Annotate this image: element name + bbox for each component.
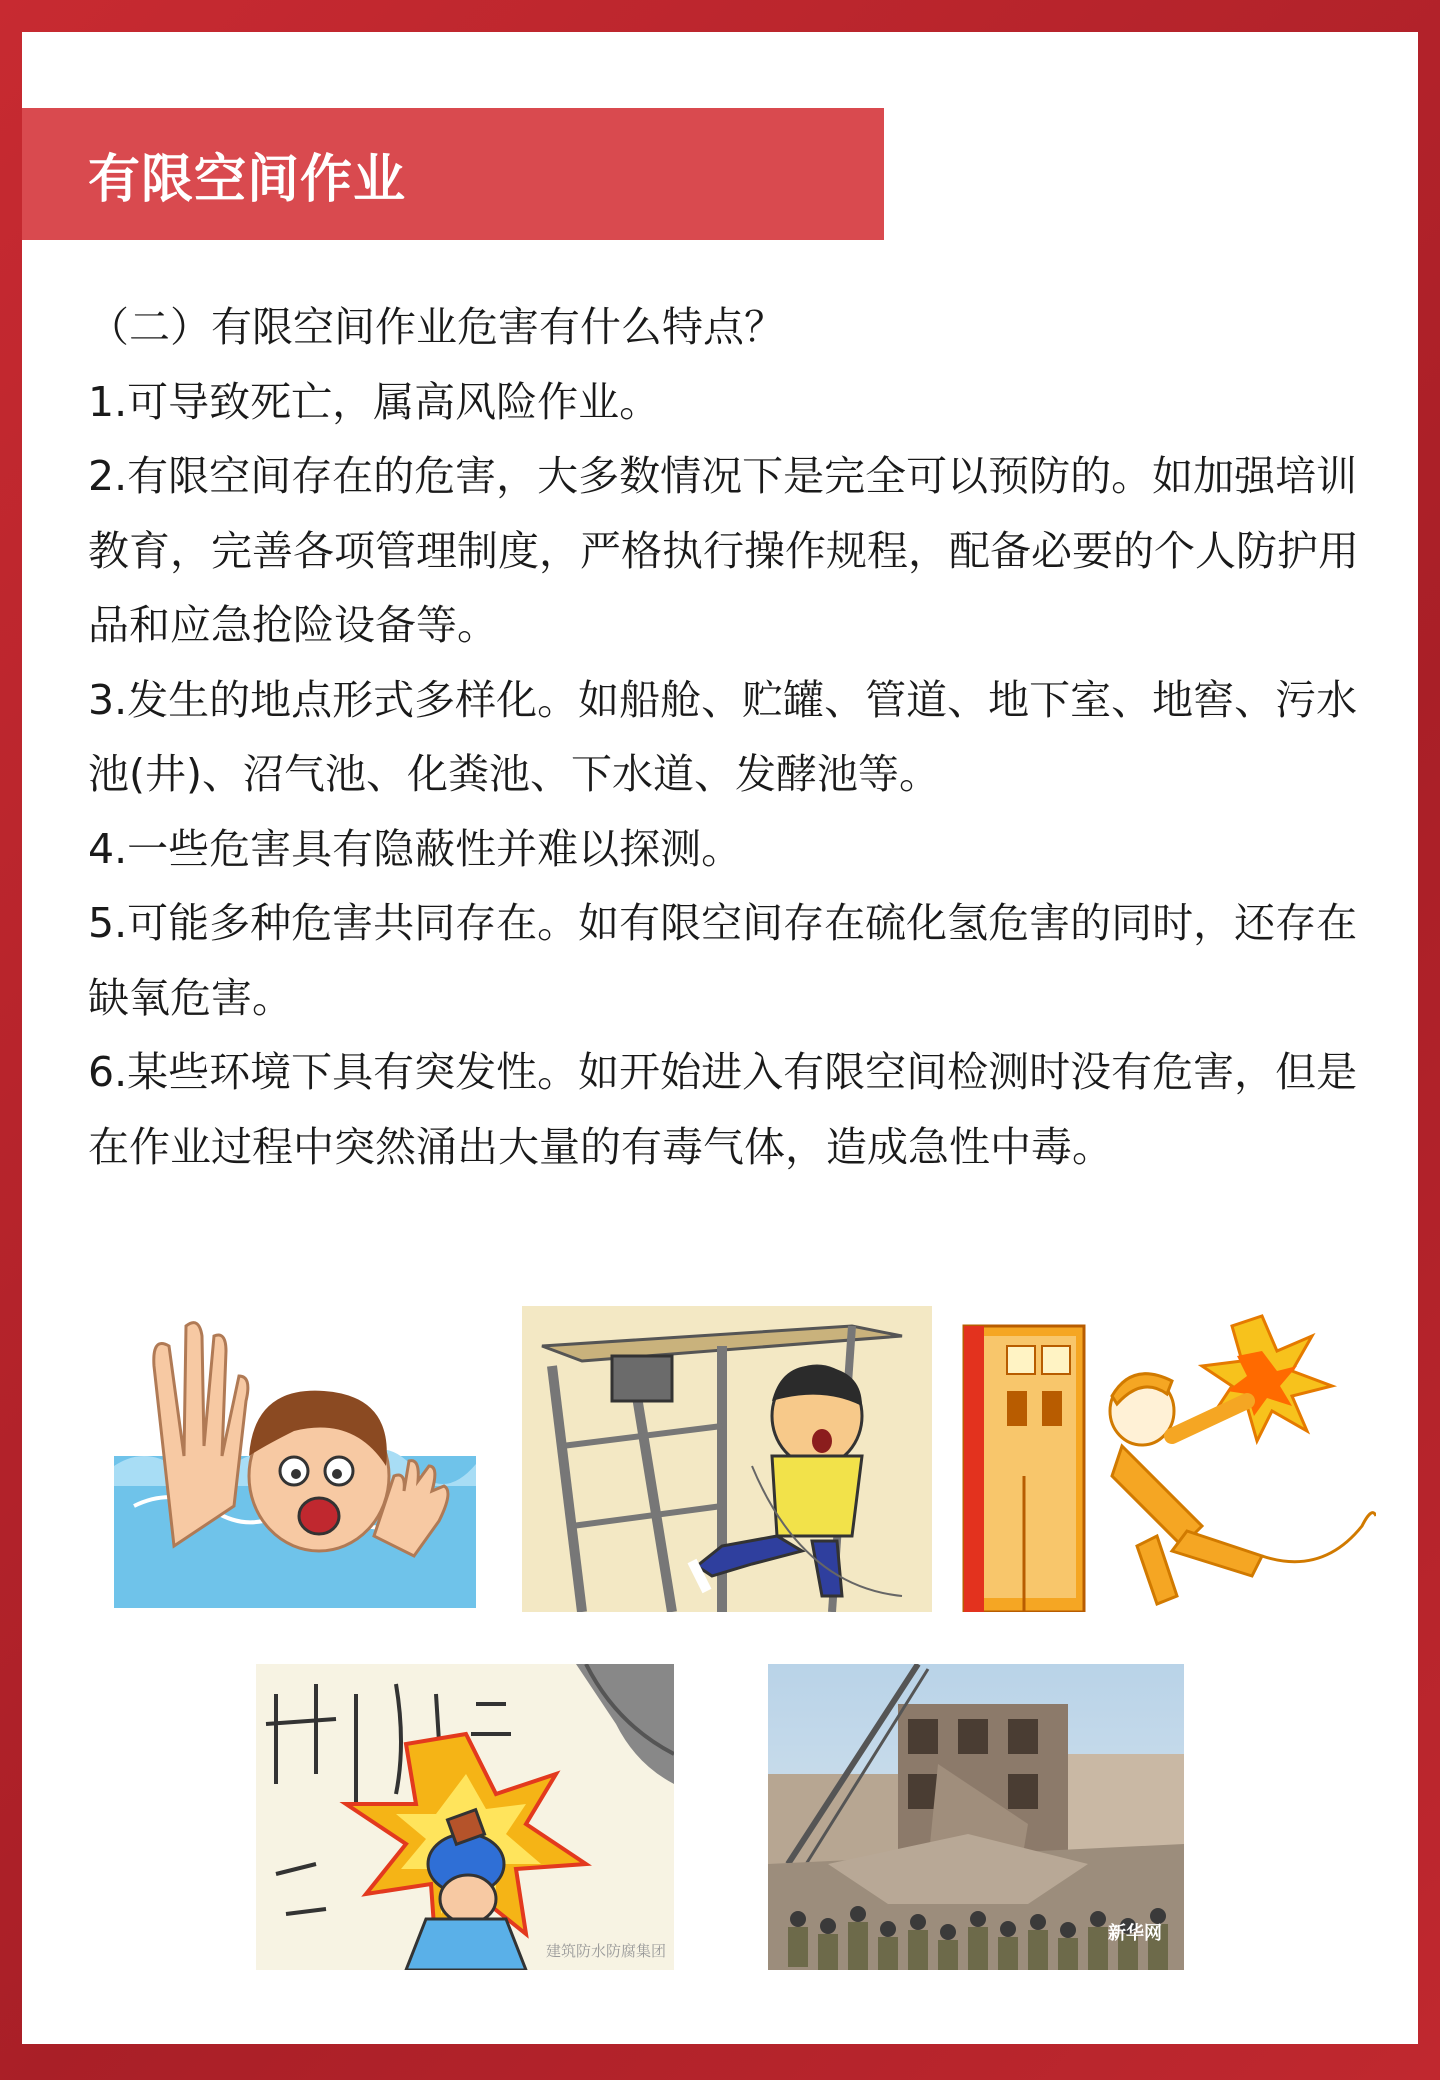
- electric-shock-illustration: [962, 1306, 1376, 1612]
- struck-by-object-illustration: [256, 1664, 674, 1970]
- drowning-illustration: [114, 1306, 476, 1608]
- point-1: 1.可导致死亡，属高风险作业。: [88, 377, 661, 426]
- fall-from-height-illustration: [522, 1306, 932, 1612]
- photo-logo: 新华网: [1108, 1923, 1162, 1944]
- point-4: 4.一些危害具有隐蔽性并难以探测。: [88, 824, 743, 873]
- point-5: 5.可能多种危害共同存在。如有限空间存在硫化氢危害的同时，还存在缺氧危害。: [88, 899, 1358, 1022]
- question-heading: （二）有限空间作业危害有什么特点？: [88, 303, 785, 351]
- section-title: 有限空间作业: [88, 149, 407, 210]
- article-body: [88, 290, 1378, 1184]
- point-3: 3.发生的地点形式多样化。如船舱、贮罐、管道、地下室、地窖、污水池(井)、沼气池、化粪池、下水道、发酵池等。: [88, 675, 1358, 798]
- point-2: 2.有限空间存在的危害，大多数情况下是完全可以预防的。如加强培训教育，完善各项管理制度，严格执行操作规程，配备必要的个人防护用品和应急抢险设备等。: [88, 452, 1359, 649]
- watermark-text: 建筑防水防腐集团: [546, 1942, 667, 1960]
- point-6: 6.某些环境下具有突发性。如开始进入有限空间检测时没有危害，但是在作业过程中突然涌出大量的有毒气体，造成急性中毒。: [88, 1048, 1358, 1171]
- section-banner: [22, 108, 884, 240]
- building-collapse-photo: [768, 1664, 1184, 1970]
